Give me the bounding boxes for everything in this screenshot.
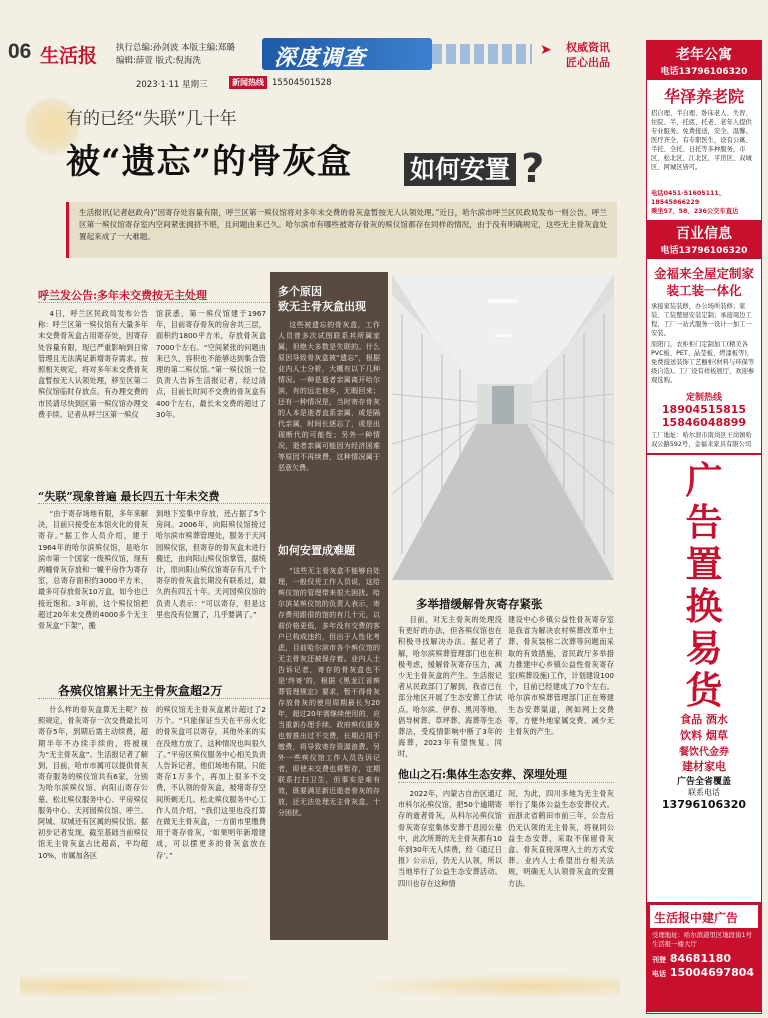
ad-line: 建材家电 bbox=[682, 760, 726, 773]
article-text: 目前，对无主骨灰的处理没有更好的办法，但各殡仪馆也在积极寻找解决办法。据记者了解，哈尔滨殡葬管理部门也在积极考虑，缓解骨灰寄存压力，减少无主骨灰盒的产生。生活报记者从民政部门了解到，我省已在部分地区开展了生态安葬工作试点。哈尔滨、伊春、黑河等地，倡导树葬、草坪葬、海葬等生态葬法，受疫情影响中断了3年的海葬，2023年有望恢复。同时， bbox=[398, 615, 502, 759]
ad-phone-1: 电话13796106320 bbox=[647, 64, 761, 80]
ad-body-6: 受理地址：哈尔滨道里区地段街1号生活报一楼大厅 bbox=[652, 931, 752, 948]
article-text: 2022年，内蒙古自治区通辽市科尔沁殡仪馆，把50个逾期寄存的逝者骨灰，从科尔沁殡仪馆骨灰寄存室集体安葬于息园公墓中，此次所葬的无主骨灰都有10年到30年无人续费，经《通辽日报》公示后，仍无人认领，所以当地举行了公益生态安葬活动。四川也存在这种情 bbox=[398, 789, 502, 888]
ad-tel-row bbox=[647, 949, 761, 965]
credits bbox=[116, 42, 235, 68]
hotline-label: 新闻热线 bbox=[229, 76, 267, 89]
article-column-1 bbox=[38, 308, 148, 480]
ad-title-2: 华泽养老院 bbox=[663, 87, 744, 106]
credits-line1: 执行总编:孙剑波 本版主编:郑璐 bbox=[116, 43, 235, 53]
ad-body-4: 承接家装装修，办公场所装修；家装、工装整屋安装定制；承接周边工程，工厂一站式服务一设计一加工一安装。 bbox=[651, 303, 752, 337]
article-column-5 bbox=[38, 704, 148, 940]
article-column-3 bbox=[38, 508, 148, 653]
ad-char: 换 bbox=[685, 584, 723, 628]
ad-addr-4: 工厂地址：哈尔滨市南岗区王岗镇哈双公路592号，金福来家具有限公司 bbox=[651, 432, 752, 448]
ad-char: 货 bbox=[685, 668, 723, 712]
slogan-line2: 匠心出品 bbox=[566, 56, 610, 69]
headline-side bbox=[404, 142, 545, 192]
article-text: 的殡仪馆无主骨灰盒累计超过了2万个。“只能保证当天在平房火化的骨灰盒可以寄存，其他外来的实在没地方放了，这种情况也叫很久了。”平房区殡仪服务中心相关负责人告诉记者，他们场地有限，只能寄存1万多个，再加上很多不交费，不认领的骨灰盒，被堵寄存空间所剩无几。松北殡仪服务中心工作人员介绍，“我们这里也没打算在做无主骨灰盒，一方面市里缴费用于寄存骨灰，‘如果明年新增建成，可以摆更多的骨灰盒放在存’。” bbox=[156, 705, 266, 860]
ad-tel-label-2: 电话 bbox=[652, 970, 666, 978]
article-column-6 bbox=[156, 704, 266, 940]
section-heading-2: “失联”现象普遍 最长四五十年未交费 bbox=[38, 490, 220, 503]
hotline-number: 15504501528 bbox=[272, 78, 332, 88]
ad-bottom bbox=[647, 902, 761, 1012]
article-column-4 bbox=[156, 508, 266, 653]
paper-name: 生活报 bbox=[40, 45, 98, 67]
ad-line: 饮料 烟草 bbox=[680, 729, 728, 742]
divider bbox=[38, 302, 270, 303]
box-body-2: “这些无主骨灰盒不能够自处理，一般仅凭工作人员说，这给殡仪馆的管理带来很大困扰。哈尔滨某殡仪馆的负责人表示，寄存费用跟很的馆的有几十元，以前价格更低，多年没有交费的客户已构成违约，但出于人性化考虑，目前哈尔滨市各个殡仪馆的无主骨灰还被保存着。业内人士告诉记者，寄存的骨灰盒也不是‘终寄’的，根据《黑龙江省殡葬管理规定》要求，暂不得骨灰存放骨灰的使用周期最长为20年，超过20年需继续使用的，应当重新办理手续。政府殡仪服务也曾推出过不交费，长期占用不缴费，将导致寄存资源浪费。另外一些殡仪馆工作人员告诉记者，即使未交费也将暂存，定期联系打扫卫生，但事实是难有效，既要满足新近逝者骨灰的存放，还无法处理无主骨灰盒，十分困扰。 bbox=[278, 567, 380, 817]
decorative-flower-bottom bbox=[20, 950, 620, 1010]
box-heading-2: 如何安置成难题 bbox=[278, 544, 355, 557]
ad-phone-2: 电话0451-51605111、18545866229 bbox=[651, 190, 726, 206]
section-heading-1: 呼兰发公告:多年未交费按无主处理 bbox=[38, 289, 208, 302]
ad-title-1: 老年公寓 bbox=[647, 41, 761, 64]
question-mark-icon: ? bbox=[521, 146, 545, 192]
divider bbox=[38, 503, 270, 504]
ad-char: 易 bbox=[685, 626, 723, 670]
article-text: 什么样的骨灰盒算无主呢？按照规定，骨灰寄存一次交费最长可寄存5年，到期后需主动续费，超期半年不办续手续的，将被视为“无主骨灰盒”。生活报记者了解到，目前，哈市市属可以提供骨灰寄存服务的殡仪馆共有6家，分别为哈尔滨殡仪馆、向阳山寄存公墓、松北殡仪服务中心、平房殡仪服务中心、天河园殡仪馆、呼兰、阿城、双城还有区属的殡仪馆。据初步记者发现，截至基础当前殡仪馆无主骨灰盒占比超高，平均超10%，市属加各区 bbox=[38, 705, 148, 860]
headline-kicker: 有的已经“失联”几十年 bbox=[66, 109, 237, 129]
article-text: 4日，呼兰区民政局发布公告称：呼兰区第一殡仪馆有大量多年未交费骨灰盒占用寄存处，因寄存处容量有限，现已严重影响到日常管理且无法满足新增寄存需求。按照相关规定，将对多年未交费骨灰盒暂按无人认领处理，移至区第二殡仪馆临时存放点。有办理交费的市民请尽快到区第一殡仪馆办理交费手续。记者从呼兰区第一殡仪 bbox=[38, 309, 148, 419]
article-text: 到地下室集中存放，还占据了5个房间。2006年，向阳殡仪馆接过哈尔滨市殡葬管理处，服务于天河园殡仪馆，但寄存的骨灰盒未进行搬迁，由向阳山殡仪馆掌管，据统计，原向阳山殡仪馆寄存有几千个寄存的骨灰盒长期没有联系过，最久的有四五十年。天河园殡仪馆的负责人表示：“可以寄存，但是这里也没有位置了，几乎要满了。” bbox=[156, 509, 266, 619]
ad-phone-5: 13796106320 bbox=[661, 798, 747, 811]
box-heading: 多个原因 致无主骨灰盒出现 bbox=[278, 285, 366, 313]
corridor-photo bbox=[392, 274, 614, 580]
header-stripe bbox=[432, 44, 532, 64]
slogan-arrow: ➤ bbox=[540, 42, 552, 58]
article-text: 馆获悉，第一殡仪馆建于1967年，目前寄存骨灰的房舍共三层，面积约1800平方米，存放骨灰盒7000个左右。“空间紧张的问题由来已久，容积也不能够达到集合管理的第二殡仪馆。”第一殡仪馆一位负责人告诉生活报记者，经过清点，目前长时间不交费的骨灰盒有400个左右，最长未交费的超过了30年。 bbox=[156, 309, 266, 419]
section-banner bbox=[262, 38, 432, 70]
ad-exchange bbox=[647, 453, 761, 811]
date: 2023·1·11 星期三 bbox=[136, 80, 208, 90]
divider bbox=[38, 698, 270, 699]
section-heading-4: 多举措缓解骨灰寄存紧张 bbox=[416, 597, 543, 611]
headline-title: 被“遗忘”的骨灰盒 bbox=[66, 142, 353, 182]
article-column-9 bbox=[398, 788, 502, 946]
box-body-1: 这些被遗忘的骨灰盒，工作人员曾多次试图联系其所属家属，但绝大多数是失联的。什么原因导致骨灰盒被“遗忘”，根据业内人士分析，大概有以下几种情况。一种是逝者亲属离开哈尔滨，有的远走他乡，无暇回来；还有一种情况是，当时寄存骨灰的人本是逝者直系亲属，或是隔代亲属，时间长逐忘了，或是出现断代的可能性；另外一种情况，逝者亲属可能因为经济困难等原因不再续费，这种情况属于恶意欠费。 bbox=[278, 321, 380, 472]
lead-text: 生活报讯(记者赵政舟)“因寄存处容量有限，呼兰区第一殡仪馆将对多年未交费的骨灰盒暂按无人认领处理。”近日，哈尔滨市呼兰区民政局发布一则公告。呼兰区第一殡仪馆寄存室内空间紧张拥挤不堪，且问题由来已久。哈尔滨市有哪些被寄存骨灰的殡仪馆都存在同样的情况，由于没有明确规定，这些无主骨灰盒处置起来成了一大难题。 bbox=[79, 208, 607, 241]
ad-char: 置 bbox=[685, 542, 723, 586]
ad-char: 告 bbox=[685, 500, 723, 544]
ad-line: 联系电话 bbox=[688, 788, 720, 797]
divider bbox=[398, 782, 614, 783]
ad-line: 广告全省覆盖 bbox=[676, 777, 731, 787]
article-column-10 bbox=[508, 788, 614, 946]
ad-char: 广 bbox=[685, 458, 723, 502]
page-number: 06 bbox=[8, 40, 32, 63]
slogan-line1: 权威资讯 bbox=[566, 41, 610, 54]
article-text: “由于寄存场地有限，多年来解决，目前只接受在本馆火化的骨灰寄存。”据工作人员介绍，建于1964年的哈尔滨殡仪馆，是哈尔滨市第一个国家一级殡仪馆，现有两幢骨灰存放和一幢平房作为寄存室，总寄存面积约3000平方米，最多可存放骨灰10万盒，如今也已接近饱和。3年前，这个殡仪馆把超过20年未交费的4000多个无主骨灰盒“下架”，搬 bbox=[38, 509, 148, 631]
ad-title-4: 金福来全屋定制家装工装一体化 bbox=[653, 266, 754, 298]
ad-tel-label: 刊登 bbox=[652, 956, 666, 964]
ad-phone-4a: 18904515815 bbox=[661, 403, 747, 416]
ad-exchange-chars bbox=[647, 459, 761, 711]
slogan bbox=[566, 40, 610, 70]
ad-column bbox=[646, 40, 762, 1014]
section-banner-text: 深度调查 bbox=[274, 45, 367, 71]
article-text: 建设中心乡镇公益性骨灰寄存室是我省为解决农村殡葬改革中土葬、骨灰装棺二次葬等问题而采取的有效措施，省民政厅多举措力推建中心乡镇公益性骨灰寄存室(殡葬设施)工作，计划建设100个，目前已经建成了70个左右。哈尔滨市殡葬管理部门正在筹建生态安葬渠道，例如网上交费等，方便外地家属交费，减少无主骨灰的产生。 bbox=[508, 615, 614, 737]
photo-illustration bbox=[392, 274, 614, 580]
ad-line: 餐饮代金券 bbox=[679, 747, 729, 758]
headline-side-text: 如何安置 bbox=[404, 153, 516, 186]
ad-line: 食品 酒水 bbox=[680, 713, 728, 726]
ad-phone-4b: 15846048899 bbox=[661, 416, 747, 429]
section-heading-3: 各殡仪馆累计无主骨灰盒超2万 bbox=[58, 684, 223, 698]
article-text: 况，为此，四川多地为无主骨灰举行了集体公益生态安葬仪式。而浙北省鹤田市前三年，公告后仍无认领的无主骨灰，将视同公益生态安葬，采取不保留骨灰盒、骨灰直接深埋入土的方式安葬。业内人士希望出台相关法规，明确无人认领骨灰盒的安置方法。 bbox=[508, 789, 614, 888]
article-column-2 bbox=[156, 308, 266, 480]
page-header bbox=[0, 0, 642, 90]
ad-body-2: 招自理、半自理、卧床老人、失智、住院、半、托底、托老、老年人提供专业服务。免费接送，安全、温馨。医疗齐全、有专职医生，设有公寓、半托、全托、日托等多种服务，市区、松北区、江北区、平房区、双城区、阿城区皆可。 bbox=[651, 110, 752, 171]
article-column-7 bbox=[398, 614, 502, 759]
ad-phone-3: 电话13796106320 bbox=[647, 243, 761, 259]
ad-tel-row-2 bbox=[647, 965, 761, 979]
ad-tel-2: 15004697804 bbox=[669, 966, 755, 979]
ad-title-6: 生活报中建广告 bbox=[650, 905, 758, 928]
credits-line2: 编辑:薛萱 版式:倪海洗 bbox=[116, 56, 201, 66]
ad-title-3: 百业信息 bbox=[647, 220, 761, 243]
article-column-8 bbox=[508, 614, 614, 752]
ad-addr-2: 乘坐57、58、236公交车直达 bbox=[651, 208, 739, 215]
section-heading-5: 他山之石:集体生态安葬、深埋处理 bbox=[398, 768, 568, 781]
ad-tel: 84681180 bbox=[669, 952, 732, 965]
ad-body-4b: 原阳门，衣柜柜门定制加工(精美各PVC板、PET、晶莹板、烤漆板等)，免费接送装饰工艺橱柜(材料与环保等级自选)。工厂设有样板展厅，欢迎参观选购。 bbox=[651, 341, 755, 384]
ad-phone-label-4: 定制热线 bbox=[685, 393, 722, 403]
sidebar-box bbox=[270, 272, 388, 940]
lead-box bbox=[66, 202, 617, 258]
